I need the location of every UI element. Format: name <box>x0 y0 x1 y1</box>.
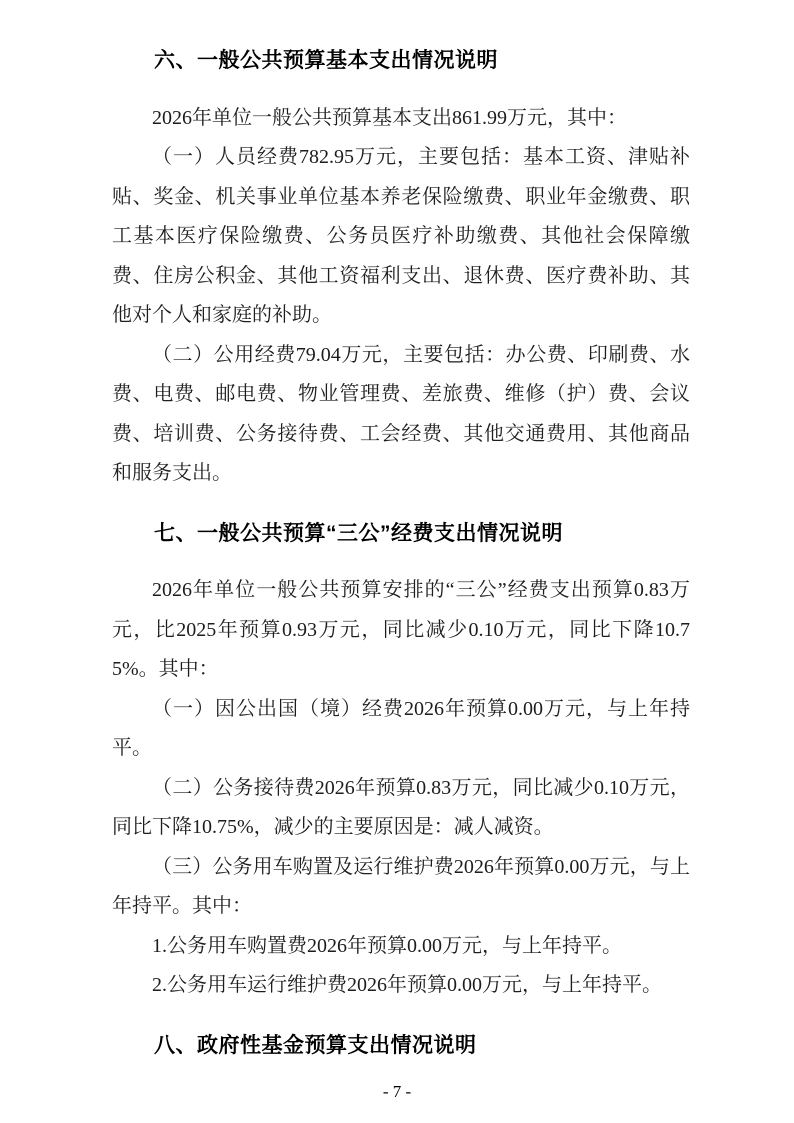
para-vehicle-purchase-item: 1.公务用车购置费2026年预算0.00万元，与上年持平。 <box>152 934 622 957</box>
para-personnel-expenses: （一）人员经费782.95万元，主要包括：基本工资、津贴补贴、奖金、机关事业单位基本养老保险缴费、职业年金缴费、职工基本医疗保险缴费、公务员医疗补助缴费、其他社会保障缴费、住房公积金、其他工资福利支出、退休费、医疗费补助、其他对个人和家庭的补助。 <box>112 146 690 326</box>
para-three-public-budget-summary: 2026年单位一般公共预算安排的“三公”经费支出预算0.83万元，比2025年预算0.93万元，同比减少0.10万元，同比下降10.75%。其中： <box>112 579 690 680</box>
document-content <box>112 41 690 1083</box>
para-public-utility-expenses: （二）公用经费79.04万元，主要包括：办公费、印刷费、水费、电费、邮电费、物业管理费、差旅费、维修（护）费、会议费、培训费、公务接待费、工会经费、其他交通费用、其他商品和服务支出。 <box>112 343 690 484</box>
heading-section-8-government-fund: 八、政府性基金预算支出情况说明 <box>154 1033 477 1057</box>
heading-section-7-three-public-funds: 七、一般公共预算“三公”经费支出情况说明 <box>154 521 563 545</box>
para-vehicle-maintenance-item: 2.公务用车运行维护费2026年预算0.00万元，与上年持平。 <box>152 974 662 996</box>
para-vehicle-purchase-and-maintenance: （三）公务用车购置及运行维护费2026年预算0.00万元，与上年持平。其中： <box>112 855 690 917</box>
para-basic-expenditure-total: 2026年单位一般公共预算基本支出861.99万元，其中： <box>152 106 627 129</box>
para-official-reception-expenses: （二）公务接待费2026年预算0.83万元，同比减少0.10万元，同比下降10.75%，减少的主要原因是：减人减资。 <box>112 776 690 838</box>
page-number: - 7 - <box>382 1082 412 1101</box>
heading-section-6-basic-expenditure: 六、一般公共预算基本支出情况说明 <box>154 49 498 72</box>
para-overseas-trip-expenses: （一）因公出国（境）经费2026年预算0.00万元，与上年持平。 <box>112 697 690 759</box>
